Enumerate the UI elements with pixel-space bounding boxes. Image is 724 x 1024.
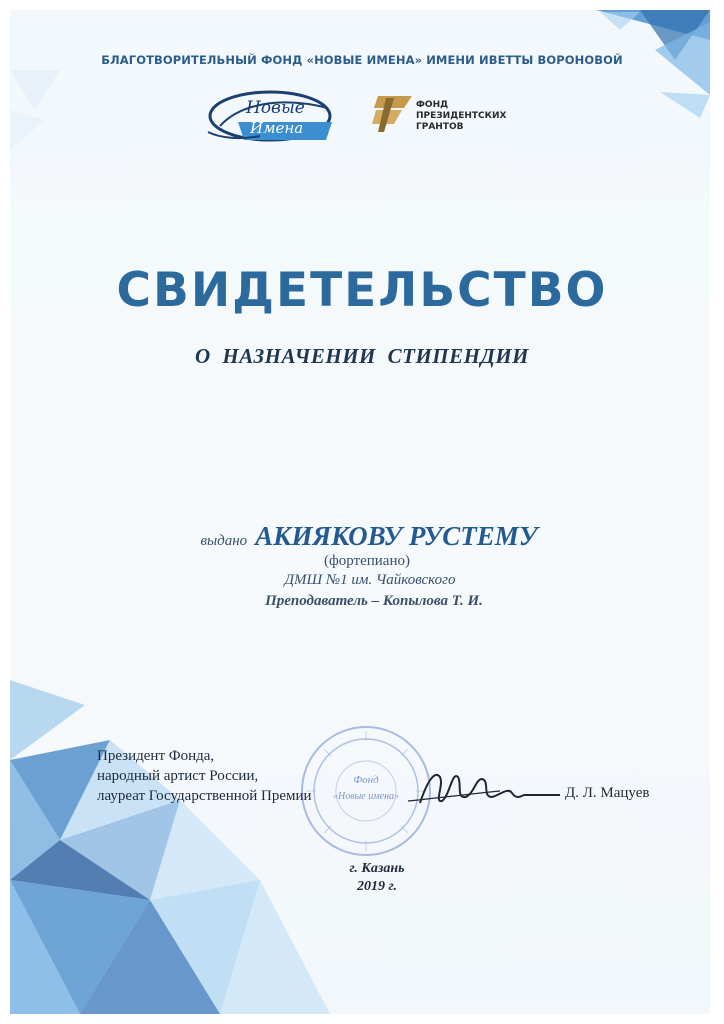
school-text: ДМШ №1 им. Чайковского bbox=[284, 572, 456, 588]
signatory-name: Д. Л. Мацуев bbox=[565, 785, 650, 801]
new-names-logo-line2: Имена bbox=[250, 119, 304, 137]
signatory-title-line1: Президент Фонда, bbox=[97, 748, 215, 764]
grants-logo-line1: ФОНД bbox=[416, 100, 449, 110]
issue-year: 2019 г. bbox=[357, 879, 397, 894]
stamp-line1: Фонд bbox=[353, 774, 379, 786]
presidential-grants-logo bbox=[372, 92, 532, 144]
issued-label: выдано bbox=[200, 533, 248, 549]
foundation-name: БЛАГОТВОРИТЕЛЬНЫЙ ФОНД «НОВЫЕ ИМЕНА» ИМЕНИ ИВЕТТЫ ВОРОНОВОЙ bbox=[101, 53, 623, 67]
signatory-title bbox=[97, 746, 312, 806]
new-names-logo bbox=[200, 86, 340, 150]
new-names-logo-line1: Новые bbox=[246, 98, 305, 118]
stamp-line2: «Новые имена» bbox=[332, 791, 400, 802]
grants-emblem-icon bbox=[372, 94, 412, 134]
issued-to-row bbox=[0, 521, 724, 552]
certificate-subtitle: О НАЗНАЧЕНИИ СТИПЕНДИИ bbox=[194, 344, 529, 368]
signatory-title-line3: лауреат Государственной Премии bbox=[97, 788, 312, 804]
issue-city: г. Казань bbox=[349, 861, 405, 876]
teacher-text: Преподаватель – Копылова Т. И. bbox=[265, 593, 483, 609]
grants-logo-line3: ГРАНТОВ bbox=[416, 122, 464, 132]
grants-logo-line2: ПРЕЗИДЕНТСКИХ bbox=[416, 111, 507, 121]
signatory-title-line2: народный артист России, bbox=[97, 768, 259, 784]
new-names-emblem-icon bbox=[200, 86, 340, 150]
instrument-text: (фортепиано) bbox=[324, 553, 410, 569]
signature-icon bbox=[400, 755, 570, 835]
recipient-name: АКИЯКОВУ РУСТЕМУ bbox=[255, 521, 538, 551]
certificate-title: СВИДЕТЕЛЬСТВО bbox=[116, 263, 608, 318]
